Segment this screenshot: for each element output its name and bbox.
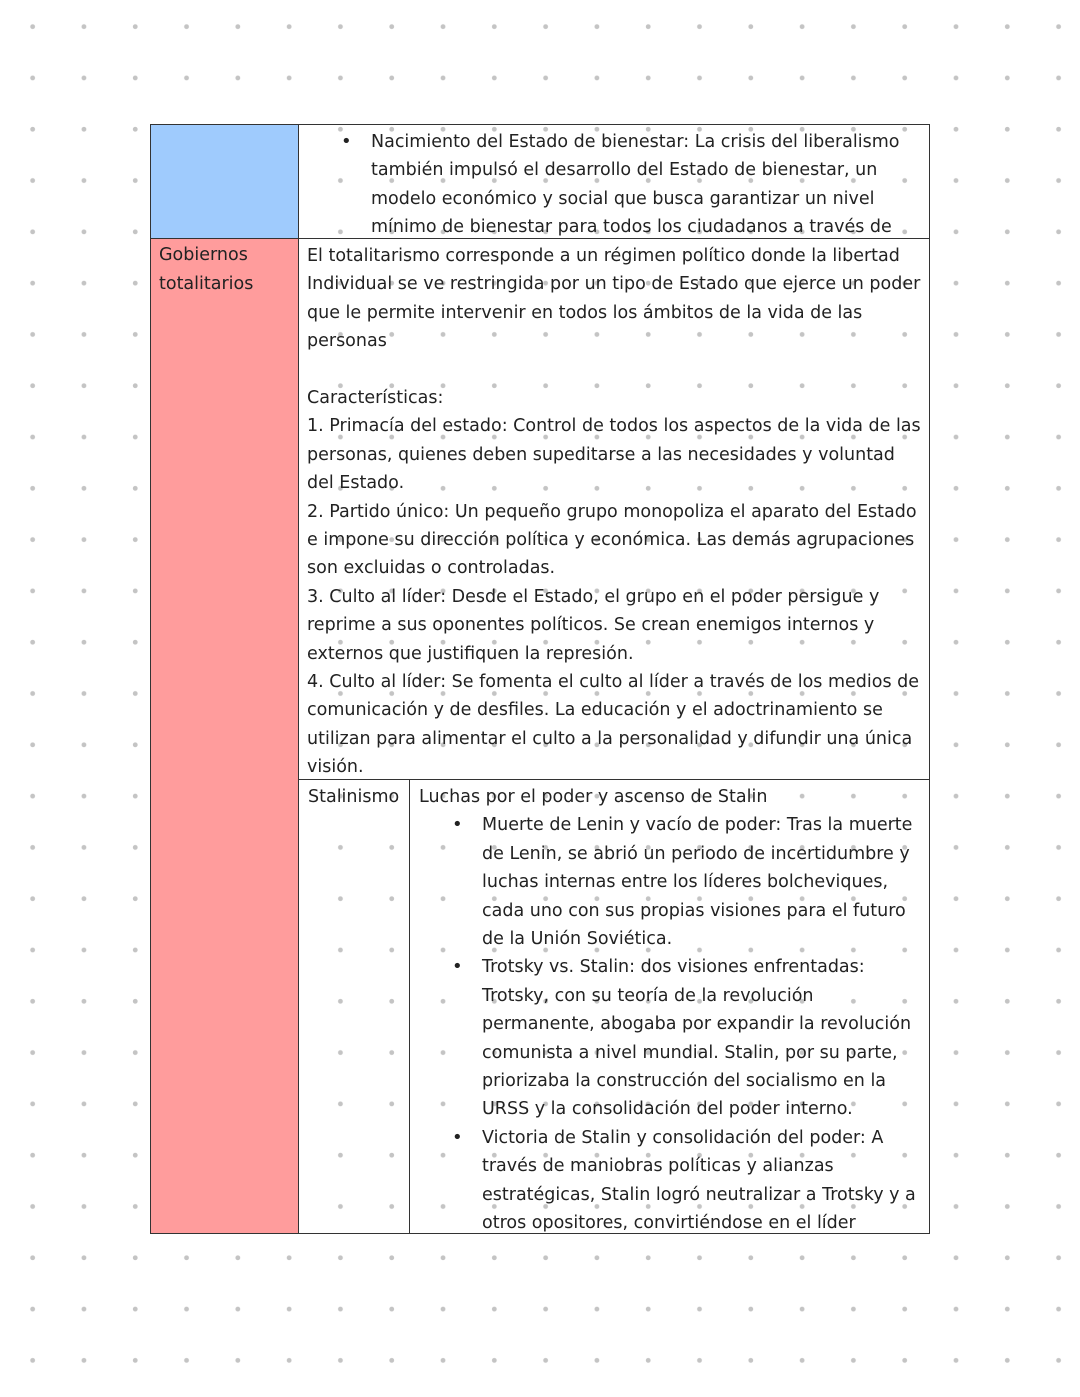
- list-item: • Muerte de Lenin y vacío de poder: Tras la muerte de Lenin, se abrió un periodo de incertidumbre y luchas internas entre los líderes bolcheviques, cada uno con sus propias visiones para el futuro de la Unión Soviética.: [482, 811, 919, 953]
- category-column: [151, 125, 299, 1233]
- totalitarianism-intro: El totalitarismo corresponde a un régimen político donde la libertad Individual se ve restringida por un tipo de Estado que ejerce un poder que le permite intervenir en todos los ámbitos de la vida de las personas: [307, 246, 921, 352]
- characteristics-title: Características:: [307, 388, 444, 409]
- category-cell-totalitarian: [151, 239, 298, 1233]
- list-item: • Nacimiento del Estado de bienestar: La crisis del liberalismo también impulsó el desarrollo del Estado de bienestar, un modelo económico y social que busca garantizar un nivel mínimo de bienestar para todos los ciudadanos a través de: [371, 128, 921, 239]
- stalinism-heading: Luchas por el poder y ascenso de Stalin: [419, 787, 768, 807]
- welfare-state-row: [299, 125, 929, 239]
- category-cell-blue: [151, 125, 298, 239]
- category-label-totalitarian: Gobiernos totalitarios: [159, 245, 254, 294]
- stalinism-body: [410, 780, 929, 1233]
- stalinism-label: Stalinismo: [299, 780, 410, 1233]
- spacer: [307, 356, 921, 384]
- characteristic-item: 1. Primacía del estado: Control de todos los aspectos de la vida de las personas, quienes deben supeditarse a las necesidades y voluntad del Estado.: [307, 416, 921, 494]
- list-item: • Victoria de Stalin y consolidación del poder: A través de maniobras políticas y alianzas estratégicas, Stalin logró neutralizar a Trotsky y a otros opositores, convirtiéndose en el líder: [482, 1124, 919, 1233]
- totalitarianism-row: [299, 239, 929, 780]
- stalinism-bullet-list: [482, 811, 919, 1233]
- list-item: • Trotsky vs. Stalin: dos visiones enfrentadas: Trotsky, con su teoría de la revolución permanente, abogaba por expandir la revolución comunista a nivel mundial. Stalin, por su parte, priorizaba la construcción del socialismo en la URSS y la consolidación del poder interno.: [482, 953, 919, 1123]
- welfare-bullet-list: [371, 128, 921, 239]
- stalinism-row: [299, 780, 929, 1233]
- characteristic-item: 3. Culto al líder: Desde el Estado, el grupo en el poder persigue y reprime a sus oponentes políticos. Se crean enemigos internos y externos que justifiquen la represión.: [307, 586, 880, 664]
- notes-table: [150, 124, 930, 1234]
- content-column: [299, 125, 929, 1233]
- characteristic-item: 4. Culto al líder: Se fomenta el culto al líder a través de los medios de comunicación y de desfiles. La educación y el adoctrinamiento se utilizan para alimentar el culto a la personalidad y difundir una única visión.: [307, 672, 920, 778]
- characteristic-item: 2. Partido único: Un pequeño grupo monopoliza el aparato del Estado e impone su dirección política y económica. Las demás agrupaciones son excluidas o controladas.: [307, 501, 917, 579]
